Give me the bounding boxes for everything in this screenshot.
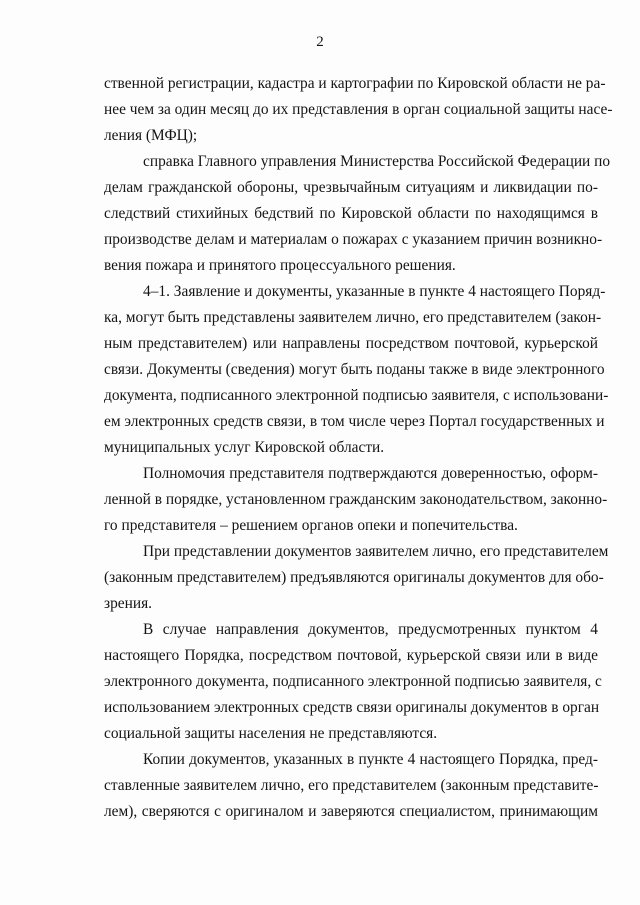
text-line: Копии документов, указанных в пункте 4 настоящего Порядка, пред- — [143, 751, 598, 768]
text-line: следствий стихийных бедствий по Кировской области по находящимся в — [104, 205, 598, 222]
text-line: В случае направления документов, предусмотренных пунктом 4 — [143, 621, 598, 638]
text-line: ным представителем) или направлены посредством почтовой, курьерской — [104, 335, 598, 352]
text-line: ственной регистрации, кадастра и картографии по Кировской области не ра- — [104, 75, 606, 92]
text-line: вения пожара и принятого процессуального решения. — [104, 257, 456, 274]
text-line: 4–1. Заявление и документы, указанные в пункте 4 настоящего Поряд- — [143, 283, 606, 300]
text-line: связи. Документы (сведения) могут быть поданы также в виде электронного — [104, 361, 605, 378]
text-line: социальной защиты населения не представляются. — [104, 725, 438, 742]
text-line: справка Главного управления Министерства Российской Федерации по — [143, 153, 611, 170]
text-line: электронного документа, подписанного электронной подписью заявителя, с — [104, 673, 602, 690]
text-line: При представлении документов заявителем лично, его представителем — [143, 543, 609, 560]
text-line: ка, могут быть представлены заявителем лично, его представителем (закон- — [104, 309, 602, 326]
text-line: муниципальных услуг Кировской области. — [104, 439, 385, 456]
text-line: ленной в порядке, установленном гражданским законодательством, законно- — [104, 491, 608, 508]
text-line: зрения. — [104, 595, 153, 612]
text-line: ставленные заявителем лично, его представителем (законным представите- — [104, 777, 599, 794]
text-line: нее чем за один месяц до их представления в орган социальной защиты насе- — [104, 101, 613, 118]
text-line: ем электронных средств связи, в том числе через Портал государственных и — [104, 413, 605, 430]
page-number: 2 — [316, 34, 324, 50]
text-line: го представителя – решением органов опеки и попечительства. — [104, 517, 518, 534]
text-line: Полномочия представителя подтверждаются доверенностью, оформ- — [143, 465, 598, 482]
text-line: лем), сверяются с оригиналом и заверяются специалистом, принимающим — [104, 803, 598, 820]
text-line: делам гражданской обороны, чрезвычайным ситуациям и ликвидации по- — [104, 179, 598, 196]
text-line: настоящего Порядка, посредством почтовой, курьерской связи или в виде — [104, 647, 598, 664]
text-line: использованием электронных средств связи оригиналы документов в орган — [104, 699, 600, 716]
text-line: документа, подписанного электронной подписью заявителя, с использовани- — [104, 387, 609, 404]
text-line: (законным представителем) предъявляются оригиналы документов для обо- — [104, 569, 604, 586]
text-line: производстве делам и материалам о пожарах с указанием причин возникно- — [104, 231, 603, 248]
text-line: ления (МФЦ); — [104, 127, 198, 144]
